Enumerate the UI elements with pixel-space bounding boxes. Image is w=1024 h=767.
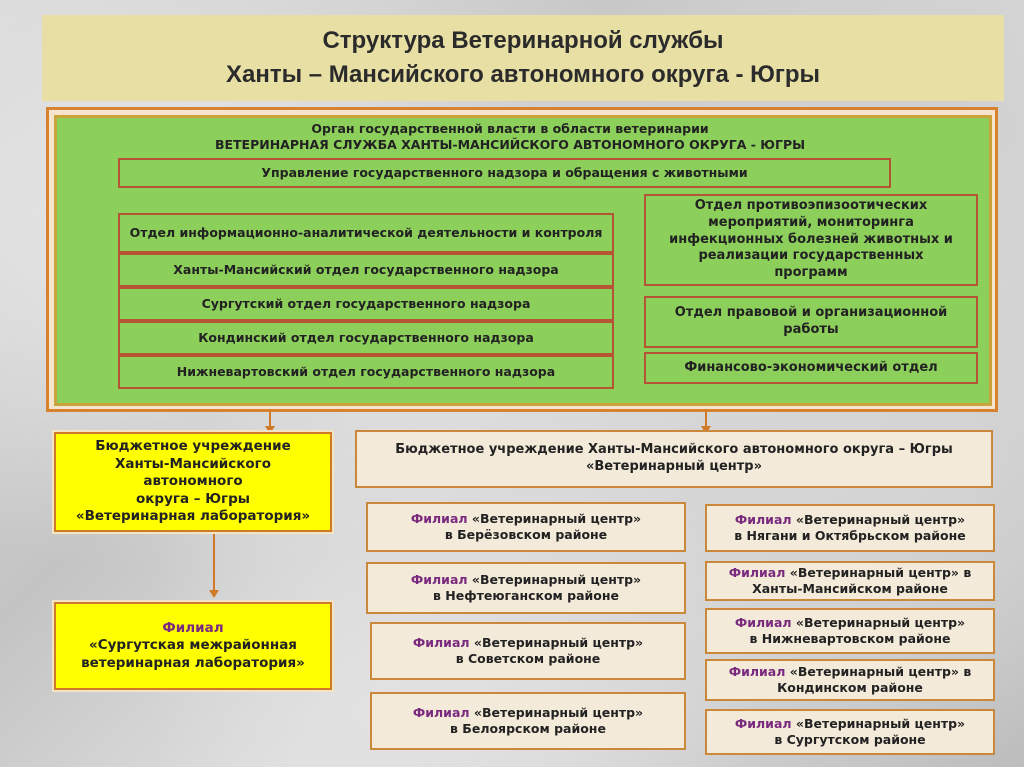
branch-title: «Ветеринарный центр» [791,715,966,731]
branch-location: в Сургутском районе [774,732,926,747]
dept-label: Нижневартовский отдел государственного надзора [176,363,556,379]
branch-title: «Ветеринарный центр» [467,571,642,587]
branch-beryozovsky [366,502,686,552]
branch-location: в Нижневартовском районе [749,631,951,646]
branch-title: «Ветеринарный центр» [467,510,642,526]
branch-nyagan-oktyabrsky [705,504,995,552]
dept-label: Отдел противоэпизоотических мероприятий, мониторинга инфекционных болезней животных и реализации государственных программ [669,197,953,281]
dept-label: Сургутский отдел государственного надзора [201,295,531,311]
branch-beloyarsky [370,692,686,750]
branch-title: «Ветеринарный центр» [469,704,644,720]
org-heading-line-1: Орган государственной власти в области ветеринарии [311,120,709,136]
vet-center-line-2: «Ветеринарный центр» [586,459,762,474]
branch-word: Филиал [412,704,470,720]
branch-location: в Белоярском районе [450,721,606,736]
branch-location: в Нягани и Октябрьском районе [734,528,966,543]
dept-info-analytics [118,213,614,253]
dept-finance [644,352,978,384]
branch-word: Филиал [734,511,792,527]
branch-location: в Нефтеюганском районе [433,588,619,603]
dept-nizhnevartovsk [118,355,614,389]
title-bar [42,15,1004,101]
management-box [118,158,891,188]
branch-location: Ханты-Мансийском районе [752,581,948,596]
branch-title: «Ветеринарный центр» в [785,564,972,580]
branch-word: Филиал [734,715,792,731]
dept-label: Кондинский отдел государственного надзора [198,329,534,345]
branch-kondinsky [705,659,995,701]
dept-label: Ханты-Мансийский отдел государственного надзора [173,261,559,277]
branch-nefteyugansky [366,562,686,614]
branch-title: «Ветеринарный центр» [791,614,966,630]
vet-center-box [355,430,993,488]
lab-line-4: «Ветеринарная лаборатория» [75,508,311,525]
management-label: Управление государственного надзора и обращения с животными [261,164,748,180]
surgut-lab-branch-box [54,602,332,690]
org-heading [60,117,960,157]
dept-label: Отдел правовой и организационной работы [674,305,948,337]
branch-title: «Ветеринарный центр» [791,511,966,527]
lab-branch-word: Филиал [162,619,224,636]
title-line-1: Структура Ветеринарной службы [322,27,724,55]
branch-nizhnevartovsky [705,608,995,654]
dept-label: Отдел информационно-аналитической деятельности и контроля [129,224,603,240]
title-line-2: Ханты – Мансийского автономного округа - Югры [225,61,821,88]
branch-location: в Советском районе [455,651,601,666]
dept-surgut [118,287,614,321]
lab-branch-line-2: ветеринарная лаборатория» [81,654,305,671]
lab-line-1: Бюджетное учреждение [95,438,291,455]
branch-khanty-mansiysky [705,561,995,601]
branch-word: Филиал [410,571,468,587]
branch-word: Филиал [412,634,470,650]
branch-word: Филиал [728,663,786,679]
branch-location: в Берёзовском районе [444,527,608,542]
dept-konda [118,321,614,355]
branch-title: «Ветеринарный центр» в [785,663,972,679]
dept-label: Финансово-экономический отдел [684,359,938,375]
branch-word: Филиал [410,510,468,526]
arrow-to-lab-branch [206,534,222,600]
dept-epizootic [644,194,978,286]
vet-center-line-1: Бюджетное учреждение Ханты-Мансийского автономного округа – Югры [395,442,953,458]
branch-word: Филиал [728,564,786,580]
lab-line-3: округа – Югры [136,490,250,507]
branch-word: Филиал [734,614,792,630]
branch-title: «Ветеринарный центр» [469,634,644,650]
branch-location: Кондинском районе [777,680,923,695]
lab-line-2: Ханты-Мансийского автономного [114,455,272,490]
veterinary-laboratory-box [54,432,332,532]
org-heading-line-2: ВЕТЕРИНАРНАЯ СЛУЖБА ХАНТЫ-МАНСИЙСКОГО АВТОНОМНОГО ОКРУГА - ЮГРЫ [214,137,806,152]
lab-branch-line-1: «Сургутская межрайонная [89,637,297,654]
dept-khanty-mansiysk [118,253,614,287]
branch-sovetsky [370,622,686,680]
dept-legal [644,296,978,348]
branch-surgutsky [705,709,995,755]
